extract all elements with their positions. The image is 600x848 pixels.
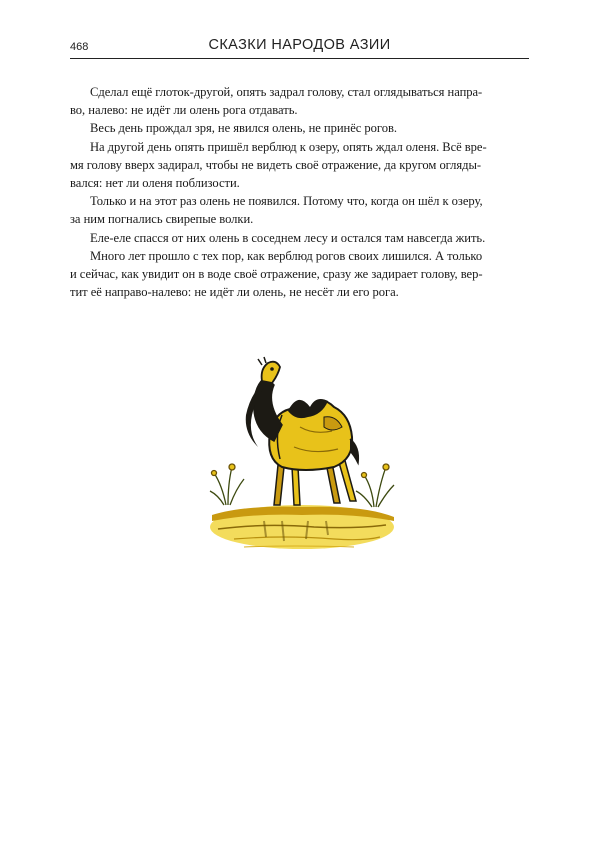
text-line: за ним погнались свирепые волки. bbox=[70, 212, 254, 227]
text-line: во, налево: не идёт ли олень рога отдавать. bbox=[70, 103, 298, 118]
grass-right bbox=[356, 464, 394, 507]
text-line: Сделал ещё глоток-другой, опять задрал голову, стал оглядываться напра- bbox=[90, 85, 483, 99]
camel bbox=[246, 357, 359, 505]
text-line: Весь день прождал зря, не явился олень, не принёс рогов. bbox=[90, 121, 397, 136]
text-line: Много лет прошло с тех пор, как верблюд рогов своих лишился. А только bbox=[90, 248, 483, 263]
story-text bbox=[70, 83, 529, 301]
camel-illustration bbox=[204, 355, 400, 560]
running-title: СКАЗКИ НАРОДОВ АЗИИ bbox=[208, 37, 391, 53]
text-line: вался: нет ли оленя поблизости. bbox=[70, 175, 240, 190]
text-line: На другой день опять пришёл верблюд к озеру, опять ждал оленя. Всё вре- bbox=[90, 139, 487, 154]
text-line: тит её направо-налево: не идёт ли олень, не несёт ли его рога. bbox=[70, 285, 399, 300]
lake-water bbox=[210, 505, 394, 549]
text-line: и сейчас, как увидит он в воде своё отражение, сразу же задирает голову, вер- bbox=[70, 266, 483, 281]
page-header bbox=[70, 36, 529, 59]
page-number: 468 bbox=[70, 41, 89, 53]
text-line: Только и на этот раз олень не появился. Потому что, когда он шёл к озеру, bbox=[90, 194, 483, 209]
grass-left bbox=[210, 464, 244, 505]
text-line: Еле-еле спасся от них олень в соседнем лесу и остался там навсегда жить. bbox=[90, 230, 486, 245]
text-line: мя голову вверх задирал, чтобы не видеть своё отражение, да кругом огляды- bbox=[70, 157, 482, 172]
